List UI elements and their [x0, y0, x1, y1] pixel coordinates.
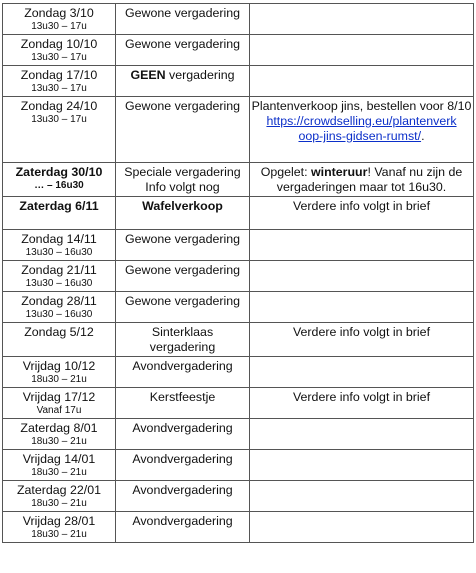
activity-cell: [116, 35, 250, 66]
activity-label: Avondvergadering: [132, 483, 233, 497]
table-row: [3, 419, 474, 450]
note-cell: [250, 292, 474, 323]
table-row: [3, 4, 474, 35]
table-row: [3, 230, 474, 261]
table-row: [3, 97, 474, 163]
date-cell: [3, 4, 116, 35]
day-label: Zaterdag 6/11: [19, 199, 99, 213]
time-label: 13u30 – 16u30: [25, 247, 93, 258]
plant-sale-link[interactable]: https://crowdselling.eu/plantenverk oop-jins-gidsen-rumst/: [266, 114, 457, 143]
day-label: Zaterdag 30/10: [15, 165, 103, 179]
day-label: Zondag 5/12: [24, 325, 94, 339]
activity-label: Gewone vergadering: [124, 232, 241, 246]
activity-label: Avondvergadering: [132, 359, 233, 373]
note-label: Verdere info volgt in brief: [292, 325, 431, 339]
activity-label: Avondvergadering: [132, 514, 233, 528]
date-cell: [3, 163, 116, 197]
note-label: [250, 481, 473, 483]
activity-cell: [116, 261, 250, 292]
date-cell: [3, 261, 116, 292]
table-row: [3, 35, 474, 66]
table-row: [3, 292, 474, 323]
activity-label: Kerstfeestje: [149, 390, 216, 404]
activity-emphasis: GEEN: [130, 68, 166, 82]
note-label: [250, 419, 473, 421]
activity-cell: [116, 97, 250, 163]
note-cell: [250, 97, 474, 163]
activity-cell: [116, 481, 250, 512]
note-cell: [250, 261, 474, 292]
note-label: [250, 450, 473, 452]
activity-label: Gewone vergadering: [124, 6, 241, 20]
time-label: 13u30 – 17u: [31, 83, 87, 94]
schedule-table: [2, 3, 474, 543]
day-label: Zondag 10/10: [20, 37, 98, 51]
time-label: 18u30 – 21u: [31, 529, 87, 540]
activity-label: [116, 66, 249, 83]
time-label: 18u30 – 21u: [31, 498, 87, 509]
date-cell: [3, 323, 116, 357]
time-label: 18u30 – 21u: [31, 467, 87, 478]
time-label: 13u30 – 16u30: [25, 278, 93, 289]
activity-cell: [116, 388, 250, 419]
table-row: [3, 357, 474, 388]
activity-cell: [116, 450, 250, 481]
table-row: [3, 388, 474, 419]
note-cell: [250, 35, 474, 66]
day-label: Vrijdag 28/01: [22, 514, 96, 528]
time-label: 13u30 – 17u: [31, 21, 87, 32]
activity-rest: vergadering: [165, 68, 235, 82]
activity-label: Gewone vergadering: [124, 37, 241, 51]
date-cell: [3, 97, 116, 163]
note-label: [250, 261, 473, 263]
time-label: … – 16u30: [34, 180, 84, 191]
table-row: [3, 512, 474, 543]
date-cell: [3, 419, 116, 450]
note-cell: [250, 197, 474, 230]
day-label: Zondag 14/11: [21, 232, 97, 246]
activity-label: Avondvergadering: [132, 452, 233, 466]
table-row: [3, 450, 474, 481]
activity-label: Speciale vergadering: [124, 165, 241, 179]
table-row: [3, 66, 474, 97]
note-label: [250, 512, 473, 514]
activity-cell: [116, 163, 250, 197]
note-cell: [250, 481, 474, 512]
time-label: 18u30 – 21u: [31, 436, 87, 447]
note-cell: [250, 163, 474, 197]
time-label: 18u30 – 21u: [31, 374, 87, 385]
activity-cell: [116, 292, 250, 323]
table-row: [3, 197, 474, 230]
note-text: Plantenverkoop jins, bestellen voor 8/10: [251, 99, 472, 113]
table-row: [3, 163, 474, 197]
note-cell: [250, 4, 474, 35]
date-cell: [3, 512, 116, 543]
date-cell: [3, 292, 116, 323]
activity-cell: [116, 357, 250, 388]
activity-label: Gewone vergadering: [124, 99, 241, 113]
time-label: 13u30 – 17u: [31, 52, 87, 63]
date-cell: [3, 481, 116, 512]
activity-cell: [116, 197, 250, 230]
note-tail: .: [421, 129, 425, 143]
note-label: [250, 97, 473, 144]
note-label: [250, 292, 473, 294]
table-row: [3, 323, 474, 357]
day-label: Zaterdag 22/01: [16, 483, 102, 497]
note-label: Opgelet: winteruur! Vanaf nu zijn de vergaderingen maar tot 16u30.: [260, 165, 463, 194]
date-cell: [3, 450, 116, 481]
activity-label: Wafelverkoop: [142, 199, 223, 213]
activity-sub-label: Info volgt nog: [145, 180, 220, 194]
note-cell: [250, 388, 474, 419]
day-label: Zondag 24/10: [20, 99, 98, 113]
date-cell: [3, 388, 116, 419]
note-label: [250, 230, 473, 232]
date-cell: [3, 66, 116, 97]
activity-label: Avondvergadering: [132, 421, 233, 435]
note-cell: [250, 66, 474, 97]
note-label: [250, 35, 473, 37]
note-cell: [250, 512, 474, 543]
activity-cell: [116, 419, 250, 450]
activity-label: Sinterklaas: [151, 325, 214, 339]
date-cell: [3, 35, 116, 66]
note-label: [250, 357, 473, 359]
day-label: Vrijdag 17/12: [22, 390, 96, 404]
activity-label: Gewone vergadering: [124, 294, 241, 308]
day-label: Vrijdag 10/12: [22, 359, 96, 373]
activity-cell: [116, 512, 250, 543]
note-cell: [250, 230, 474, 261]
day-label: Zaterdag 8/01: [20, 421, 98, 435]
day-label: Zondag 3/10: [24, 6, 94, 20]
activity-sub-label: vergadering: [149, 340, 216, 354]
day-label: Zondag 21/11: [21, 263, 97, 277]
table-row: [3, 481, 474, 512]
time-label: 13u30 – 17u: [31, 114, 87, 125]
note-cell: [250, 357, 474, 388]
note-cell: [250, 450, 474, 481]
activity-cell: [116, 66, 250, 97]
activity-cell: [116, 4, 250, 35]
time-label: Vanaf 17u: [36, 405, 82, 416]
time-label: 13u30 – 16u30: [25, 309, 93, 320]
activity-cell: [116, 230, 250, 261]
date-cell: [3, 357, 116, 388]
note-label: [250, 4, 473, 6]
note-label: Verdere info volgt in brief: [292, 199, 431, 213]
note-label: Verdere info volgt in brief: [292, 390, 431, 404]
date-cell: [3, 197, 116, 230]
activity-label: Gewone vergadering: [124, 263, 241, 277]
activity-cell: [116, 323, 250, 357]
note-cell: [250, 323, 474, 357]
table-row: [3, 261, 474, 292]
day-label: Vrijdag 14/01: [22, 452, 96, 466]
day-label: Zondag 17/10: [20, 68, 98, 82]
date-cell: [3, 230, 116, 261]
note-label: [250, 66, 473, 68]
day-label: Zondag 28/11: [21, 294, 97, 308]
note-cell: [250, 419, 474, 450]
